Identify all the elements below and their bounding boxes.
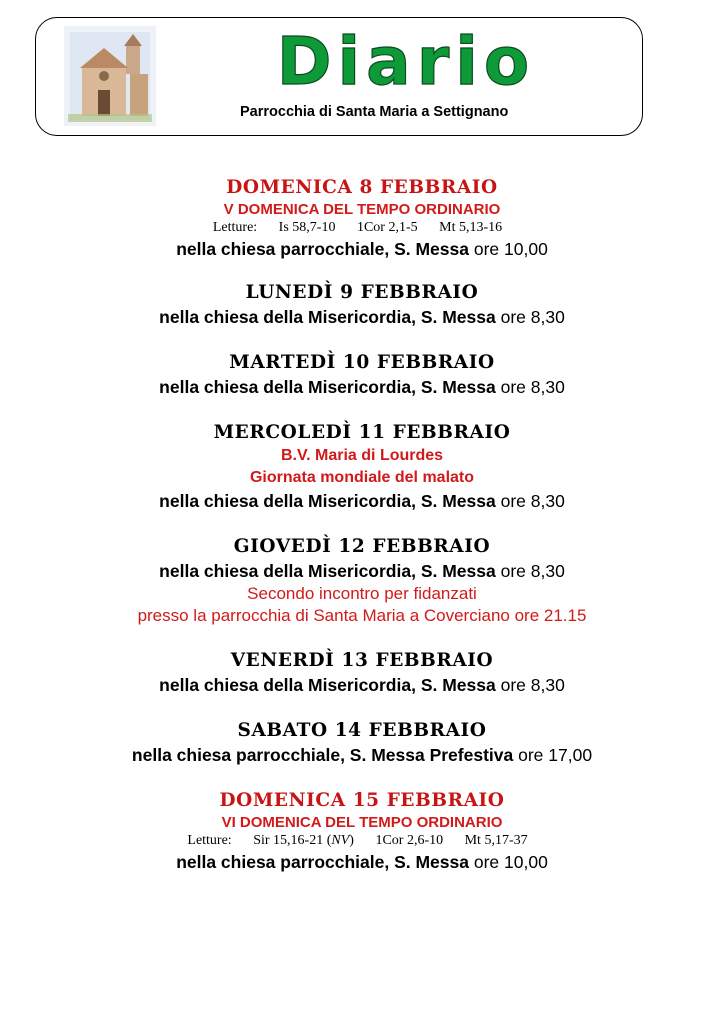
reading-2: 1Cor 2,6-10 xyxy=(375,833,444,848)
mass-line xyxy=(0,850,724,874)
mass-time: ore 8,30 xyxy=(500,561,565,581)
day-heading: DOMENICA 15 FEBBRAIO xyxy=(219,790,505,811)
mass-line xyxy=(0,673,724,697)
reading-1-close: ) xyxy=(349,833,354,848)
day-heading: DOMENICA 8 FEBBRAIO xyxy=(226,177,498,198)
day-entry xyxy=(0,719,724,767)
mass-time: ore 10,00 xyxy=(473,852,548,872)
readings-label: Letture: xyxy=(187,833,232,848)
reading-1-text: Sir 15,16-21 ( xyxy=(253,833,332,848)
day-entry xyxy=(0,281,724,329)
day-entry xyxy=(0,649,724,697)
mass-time: ore 10,00 xyxy=(473,239,548,259)
schedule xyxy=(0,176,724,896)
day-heading: MERCOLEDÌ 11 FEBBRAIO xyxy=(213,422,511,443)
mass-place: nella chiesa della Misericordia, S. Messa xyxy=(159,307,496,327)
event-note: Secondo incontro per fidanzati xyxy=(247,584,477,603)
liturgical-title: VI DOMENICA DEL TEMPO ORDINARIO xyxy=(221,814,503,831)
mass-place: nella chiesa della Misericordia, S. Messa xyxy=(159,377,496,397)
diario-title xyxy=(186,20,626,108)
readings xyxy=(0,832,724,850)
mass-place: nella chiesa della Misericordia, S. Messa xyxy=(159,675,496,695)
event-location: presso la parrocchia di Santa Maria a Coverciano ore 21.15 xyxy=(137,606,587,625)
mass-time: ore 8,30 xyxy=(500,675,565,695)
reading-1-version: NV xyxy=(331,833,350,848)
mass-time: ore 8,30 xyxy=(500,491,565,511)
parish-name: Parrocchia di Santa Maria a Settignano xyxy=(240,104,509,120)
day-entry xyxy=(0,535,724,627)
reading-1 xyxy=(253,833,354,848)
observance-title: Giornata mondiale del malato xyxy=(249,469,475,486)
liturgical-title: V DOMENICA DEL TEMPO ORDINARIO xyxy=(223,201,501,218)
svg-text:Diario: Diario xyxy=(276,23,536,100)
day-entry xyxy=(0,351,724,399)
mass-place: nella chiesa parrocchiale, S. Messa xyxy=(176,852,469,872)
church-illustration xyxy=(64,26,156,126)
reading-3: Mt 5,17-37 xyxy=(464,833,528,848)
mass-place: nella chiesa della Misericordia, S. Messa xyxy=(159,491,496,511)
mass-place: nella chiesa parrocchiale, S. Messa Prefestiva xyxy=(131,745,514,765)
mass-line xyxy=(0,743,724,767)
day-entry xyxy=(0,176,724,261)
mass-time: ore 8,30 xyxy=(500,377,565,397)
header-box xyxy=(35,17,643,136)
day-heading: MARTEDÌ 10 FEBBRAIO xyxy=(229,352,495,373)
reading-3: Mt 5,13-16 xyxy=(439,220,503,235)
mass-line xyxy=(0,305,724,329)
day-heading: VENERDÌ 13 FEBBRAIO xyxy=(230,650,494,671)
day-heading: SABATO 14 FEBBRAIO xyxy=(237,720,487,741)
mass-line xyxy=(0,489,724,513)
mass-time: ore 17,00 xyxy=(518,745,593,765)
mass-place: nella chiesa parrocchiale, S. Messa xyxy=(176,239,469,259)
readings-label: Letture: xyxy=(212,220,258,235)
day-entry xyxy=(0,421,724,513)
readings xyxy=(0,219,724,237)
feast-title: B.V. Maria di Lourdes xyxy=(280,447,444,464)
day-heading: LUNEDÌ 9 FEBBRAIO xyxy=(245,282,479,303)
mass-line xyxy=(0,375,724,399)
reading-1: Is 58,7-10 xyxy=(278,220,336,235)
mass-line xyxy=(0,559,724,583)
mass-place: nella chiesa della Misericordia, S. Messa xyxy=(159,561,496,581)
day-heading: GIOVEDÌ 12 FEBBRAIO xyxy=(233,536,491,557)
mass-line xyxy=(0,237,724,261)
reading-2: 1Cor 2,1-5 xyxy=(356,220,418,235)
mass-time: ore 8,30 xyxy=(500,307,565,327)
day-entry xyxy=(0,789,724,874)
